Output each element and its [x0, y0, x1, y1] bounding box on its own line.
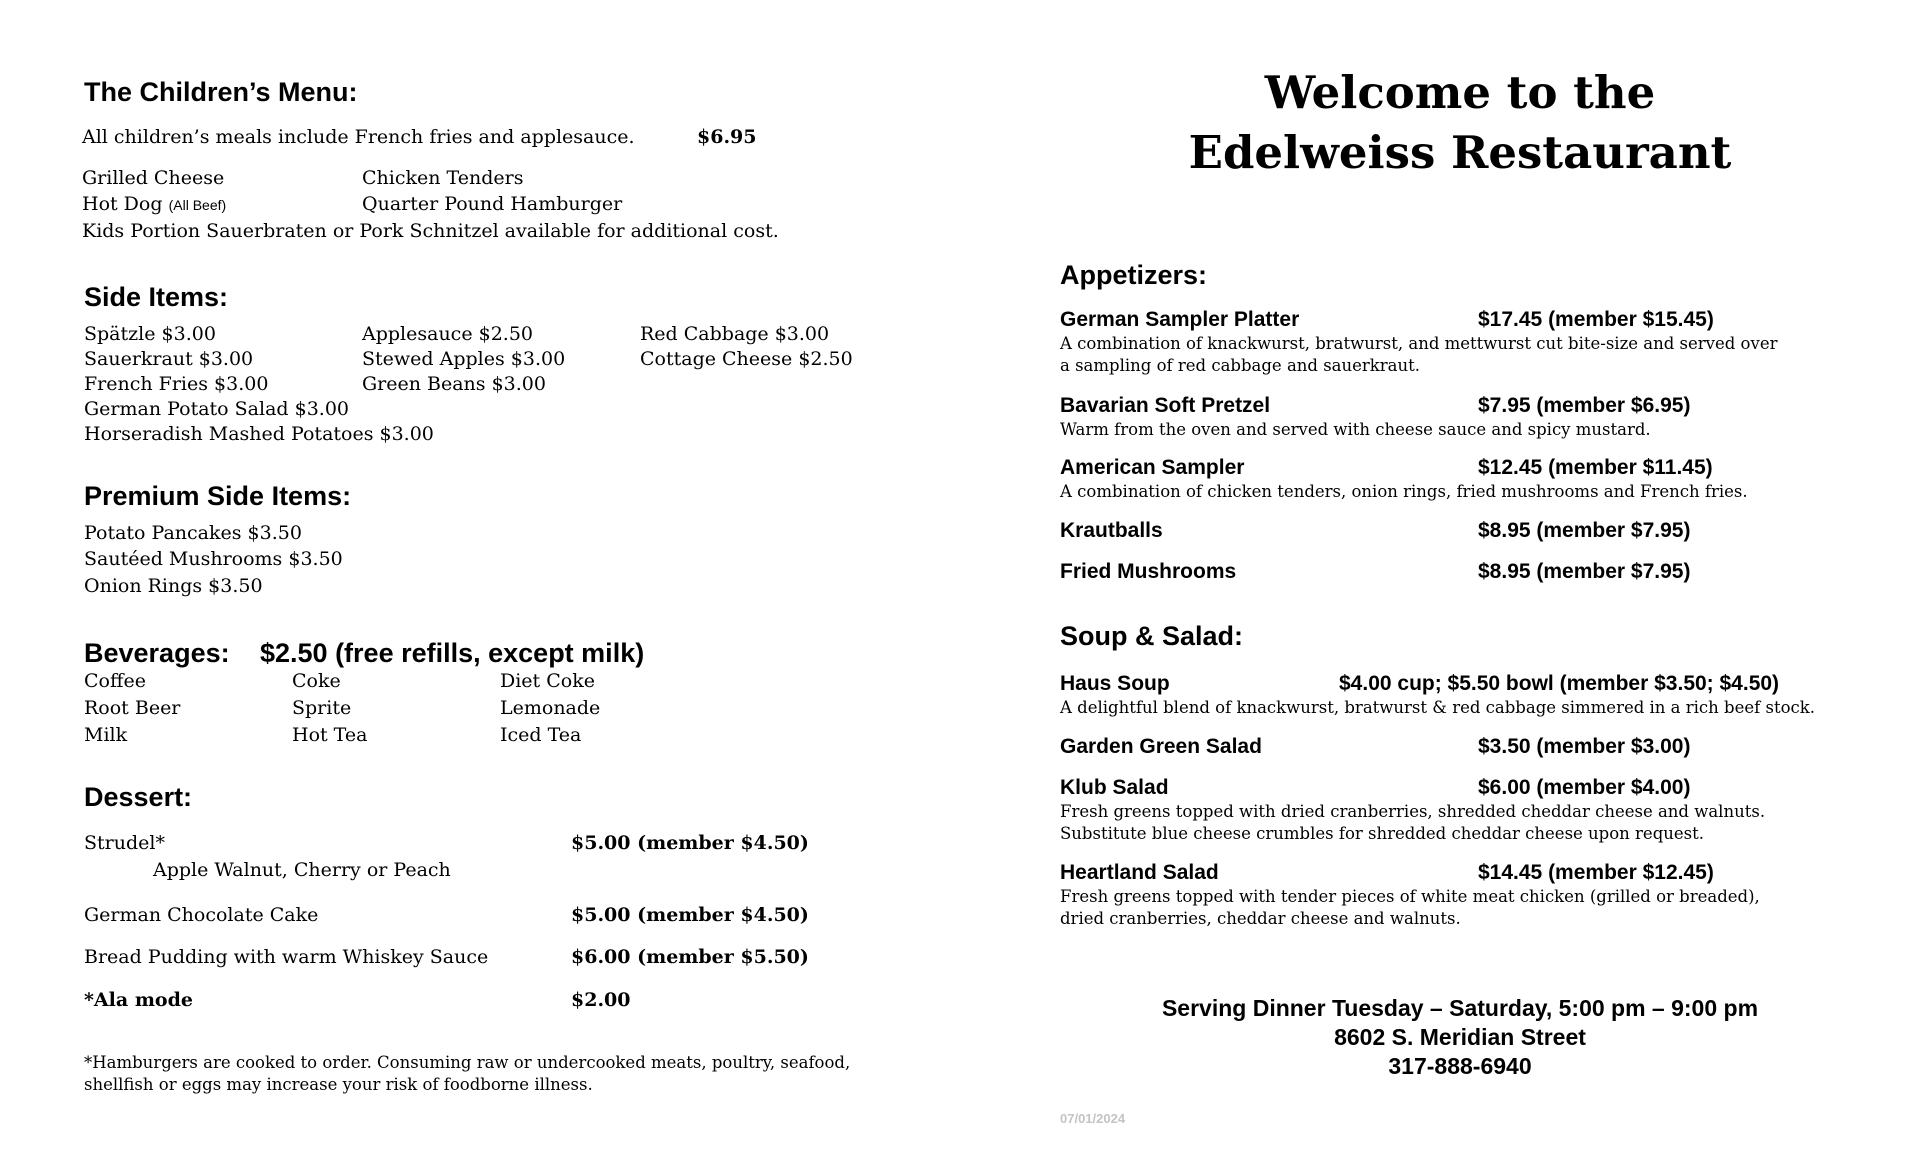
kids-item: Hot Dog	[82, 193, 163, 215]
menu-item-desc: Fresh greens topped with dried cranberries, shredded cheddar cheese and walnuts. Substitute blue cheese crumbles for shredded cheddar cheese upon request.	[1060, 802, 1766, 843]
appetizers-heading: Appetizers:	[1060, 260, 1208, 290]
menu-item-desc: Warm from the oven and served with cheese sauce and spicy mustard.	[1060, 420, 1651, 439]
side-item: Cottage Cheese $2.50	[640, 348, 853, 370]
menu-item-name: Fried Mushrooms	[1060, 560, 1237, 583]
menu-item-desc: A combination of knackwurst, bratwurst, and mettwurst cut bite-size and served over a sampling of red cabbage and sauerkraut.	[1060, 334, 1778, 375]
beverage-item: Coffee	[84, 670, 146, 692]
menu-item-name: Klub Salad	[1060, 776, 1169, 799]
menu-item-name: Garden Green Salad	[1060, 735, 1262, 758]
premium-sides-heading: Premium Side Items:	[84, 481, 352, 511]
menu-item-price: $8.95 (member $7.95)	[1478, 560, 1691, 583]
side-item: Green Beans $3.00	[362, 373, 546, 395]
side-item: Horseradish Mashed Potatoes $3.00	[84, 423, 434, 445]
beverage-item: Milk	[84, 724, 128, 746]
beverage-item: Iced Tea	[500, 724, 582, 746]
menu-item-name: Bavarian Soft Pretzel	[1060, 394, 1271, 417]
side-item: Stewed Apples $3.00	[362, 348, 566, 370]
kids-item-hotdog	[82, 193, 226, 215]
menu-date: 07/01/2024	[1060, 1111, 1126, 1126]
dessert-price: $5.00 (member $4.50)	[571, 904, 809, 926]
side-item: German Potato Salad $3.00	[84, 398, 349, 420]
kids-item: Quarter Pound Hamburger	[362, 193, 623, 215]
beverage-item: Lemonade	[500, 697, 601, 719]
dessert-price: $6.00 (member $5.50)	[571, 946, 809, 968]
menu-item-name: Heartland Salad	[1060, 861, 1219, 884]
beverage-item: Coke	[292, 670, 341, 692]
childrens-intro: All children’s meals include French fries and applesauce.	[82, 126, 635, 148]
premium-item: Potato Pancakes $3.50	[84, 522, 302, 544]
phone-number: 317-888-6940	[1388, 1053, 1532, 1079]
beverage-item: Sprite	[292, 697, 352, 719]
premium-item: Sautéed Mushrooms $3.50	[84, 548, 343, 570]
hot-dog-note: (All Beef)	[168, 197, 227, 213]
side-item: French Fries $3.00	[84, 373, 269, 395]
side-item: Sauerkraut $3.00	[84, 348, 254, 370]
childrens-price: $6.95	[697, 126, 757, 148]
menu-item-desc: A delightful blend of knackwurst, bratwurst & red cabbage simmered in a rich beef stock.	[1060, 698, 1815, 717]
dessert-heading: Dessert:	[84, 782, 193, 812]
menu-item-desc: A combination of chicken tenders, onion rings, fried mushrooms and French fries.	[1060, 482, 1748, 501]
menu-item-price: $14.45 (member $12.45)	[1478, 861, 1714, 884]
kids-item: Grilled Cheese	[82, 167, 225, 189]
beverage-item: Diet Coke	[500, 670, 595, 692]
dessert-name: Strudel*	[84, 832, 165, 854]
welcome-title-line1: Welcome to the	[1264, 66, 1656, 119]
menu-item-price: $8.95 (member $7.95)	[1478, 519, 1691, 542]
dessert-name: *Ala mode	[84, 989, 193, 1011]
dessert-price: $2.00	[571, 989, 631, 1011]
dessert-price: $5.00 (member $4.50)	[571, 832, 809, 854]
menu-item-price: $4.00 cup; $5.50 bowl (member $3.50; $4.50)	[1339, 672, 1780, 695]
beverage-item: Hot Tea	[292, 724, 368, 746]
menu-item-price: $17.45 (member $15.45)	[1478, 308, 1714, 331]
menu-item-name: American Sampler	[1060, 456, 1245, 479]
beverages-price: $2.50 (free refills, except milk)	[260, 638, 645, 668]
address: 8602 S. Meridian Street	[1334, 1024, 1586, 1050]
side-item: Applesauce $2.50	[362, 323, 533, 345]
beverage-item: Root Beer	[84, 697, 181, 719]
menu-item-price: $7.95 (member $6.95)	[1478, 394, 1691, 417]
dessert-sub: Apple Walnut, Cherry or Peach	[153, 859, 451, 881]
menu-item-desc: Fresh greens topped with tender pieces of white meat chicken (grilled or breaded), dried cranberries, cheddar cheese and walnuts.	[1060, 887, 1760, 928]
menu-item-price: $3.50 (member $3.00)	[1478, 735, 1691, 758]
dessert-name: German Chocolate Cake	[84, 904, 319, 926]
soup-salad-heading: Soup & Salad:	[1060, 621, 1244, 651]
dessert-name: Bread Pudding with warm Whiskey Sauce	[84, 946, 489, 968]
side-item: Red Cabbage $3.00	[640, 323, 830, 345]
kids-note: Kids Portion Sauerbraten or Pork Schnitzel available for additional cost.	[82, 220, 779, 242]
menu-item-price: $6.00 (member $4.00)	[1478, 776, 1691, 799]
side-item: Spätzle $3.00	[84, 323, 216, 345]
childrens-menu-heading: The Children’s Menu:	[84, 77, 358, 107]
food-safety-disclaimer: *Hamburgers are cooked to order. Consuming raw or undercooked meats, poultry, seafood, shellfish or eggs may increase your risk of foodborne illness.	[84, 1053, 851, 1094]
serving-hours: Serving Dinner Tuesday – Saturday, 5:00 pm – 9:00 pm	[1161, 995, 1759, 1021]
side-items-heading: Side Items:	[84, 282, 229, 312]
menu-item-price: $12.45 (member $11.45)	[1478, 456, 1713, 479]
menu-item-name: Haus Soup	[1060, 672, 1170, 695]
welcome-title-line2: Edelweiss Restaurant	[1188, 126, 1732, 179]
menu-item-name: German Sampler Platter	[1060, 308, 1300, 331]
beverages-heading: Beverages:	[84, 638, 230, 668]
kids-item: Chicken Tenders	[362, 167, 524, 189]
premium-item: Onion Rings $3.50	[84, 575, 263, 597]
menu-item-name: Krautballs	[1060, 519, 1163, 542]
